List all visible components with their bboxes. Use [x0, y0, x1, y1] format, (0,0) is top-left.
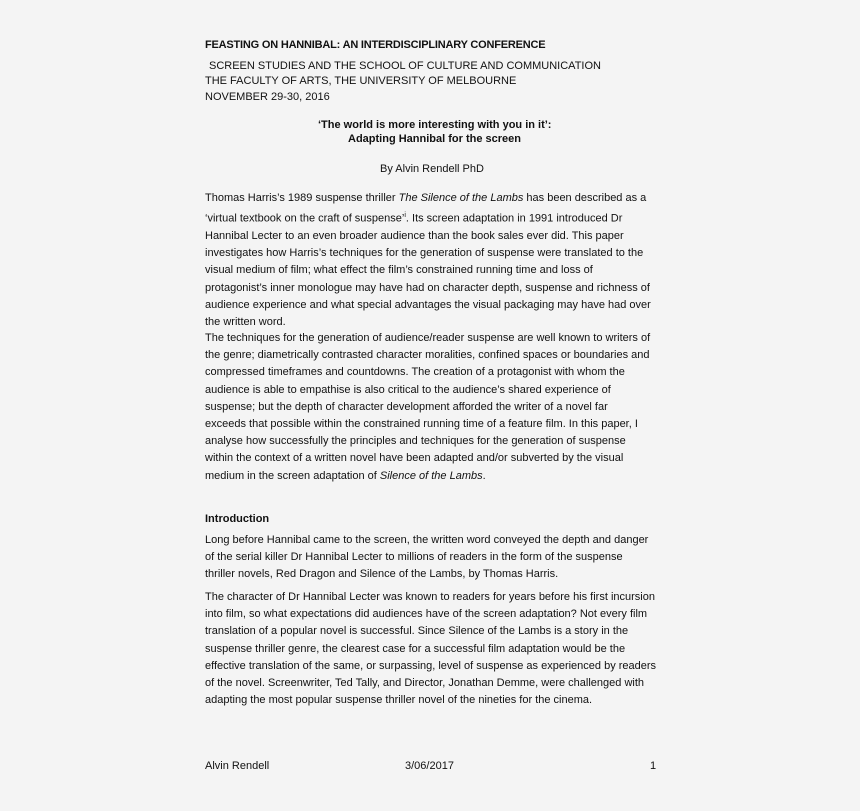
text-line: thriller novels, Red Dragon and Silence of the Lambs, by Thomas Harris.: [205, 568, 559, 581]
paper-title-line2: Adapting Hannibal for the screen: [348, 133, 521, 145]
conference-title: FEASTING ON HANNIBAL: AN INTERDISCIPLINARY CONFERENCE: [205, 39, 546, 51]
text-line: audience is able to empathise is also critical to the audience’s shared experience of: [205, 383, 611, 396]
paper-title-line1: ‘The world is more interesting with you in it’:: [318, 119, 552, 131]
text-line: compressed timeframes and countdowns. The creation of a protagonist with whom the: [205, 366, 625, 379]
school-line: SCREEN STUDIES AND THE SCHOOL OF CULTURE AND COMMUNICATION: [209, 60, 601, 72]
text-line: The character of Dr Hannibal Lecter was known to readers for years before his first incursion: [205, 591, 655, 603]
text-line: suspense thriller genre, the clearest case for a successful film adaptation would be the: [205, 642, 626, 655]
text-line: exceeds that possible within the constrained running time of a feature film. In this paper, I: [205, 418, 638, 431]
footer-date: 3/06/2017: [405, 760, 454, 772]
text-line: the genre; diametrically contrasted character moralities, confined spaces or boundaries and: [205, 349, 650, 362]
text-line: ‘virtual textbook on the craft of suspense’$^i$. Its screen adaptation in 1991 introduced Dr: [205, 212, 623, 225]
introduction-paragraph-1: [205, 532, 665, 584]
text-line: of the serial killer Dr Hannibal Lecter to millions of readers in the form of the suspense: [205, 551, 623, 564]
introduction-heading: Introduction: [205, 513, 270, 525]
abstract-paragraph-1: [205, 190, 665, 331]
footnote-marker: i: [404, 212, 406, 220]
text-line: The techniques for the generation of audience/reader suspense are well known to writers of: [205, 332, 651, 344]
text-line: medium in the screen adaptation of Silence of the Lambs.: [205, 469, 486, 482]
text-line: adapting the most popular suspense thriller novel of the nineties for the cinema.: [205, 694, 593, 707]
text-line: within the context of a written novel have been adapted and/or subverted by the visual: [205, 452, 624, 465]
text-line: protagonist’s inner monologue may have had on character depth, suspense and richness of: [205, 281, 650, 294]
text-line: audience experience and what special advantages the visual packaging may have had over: [205, 298, 651, 311]
byline: By Alvin Rendell PhD: [380, 163, 484, 175]
text-line: Thomas Harris’s 1989 suspense thriller The Silence of the Lambs has been described as a: [205, 192, 647, 204]
text-line: suspense; but the depth of character development afforded the writer of a novel far: [205, 400, 608, 413]
footer-page-number: 1: [650, 760, 657, 772]
faculty-line: THE FACULTY OF ARTS, THE UNIVERSITY OF MELBOURNE: [205, 75, 517, 87]
text-line: into film, so what expectations did audiences have of the screen adaptation? Not every film: [205, 608, 648, 621]
text-line: the written word.: [205, 316, 286, 329]
abstract-paragraph-2: [205, 330, 665, 485]
text-line: Long before Hannibal came to the screen, the written word conveyed the depth and danger: [205, 534, 649, 546]
text-line: effective translation of the same, or surpassing, level of suspense as experienced by readers: [205, 659, 657, 672]
text-line: translation of a popular novel is successful. Since Silence of the Lambs is a story in the: [205, 625, 629, 638]
footer-author: Alvin Rendell: [205, 760, 270, 772]
text-line: of the novel. Screenwriter, Ted Tally, and Director, Jonathan Demme, were challenged with: [205, 677, 645, 690]
text-line: investigates how Harris’s techniques for the generation of suspense were translated to the: [205, 247, 644, 260]
conference-date: NOVEMBER 29-30, 2016: [205, 91, 330, 103]
text-line: Hannibal Lecter to an even broader audience than the book sales ever did. This paper: [205, 230, 624, 243]
text-line: analyse how successfully the principles and techniques for the generation of suspense: [205, 435, 626, 448]
text-line: visual medium of film; what effect the film’s constrained running time and loss of: [205, 264, 593, 277]
introduction-paragraph-2: [205, 589, 665, 709]
